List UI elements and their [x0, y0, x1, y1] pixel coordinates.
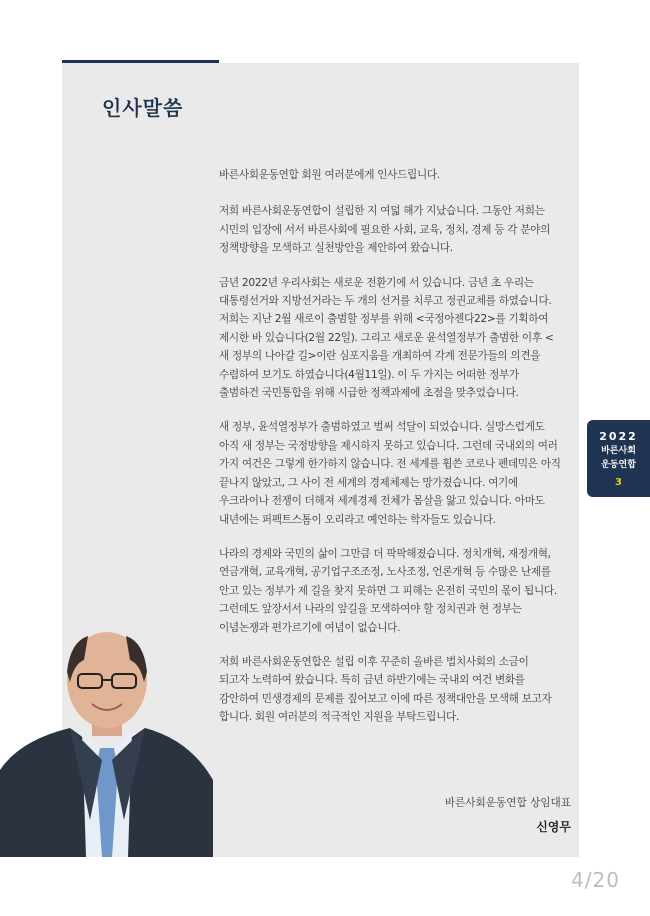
page-indicator: 4/20 [571, 868, 620, 892]
signature-name: 신영무 [536, 820, 571, 834]
signature-block [445, 795, 571, 835]
paragraph-1: 저희 바른사회운동연합이 설립한 지 여덟 해가 지났습니다. 그동안 저희는 시민의 입장에 서서 바른사회에 필요한 사회, 교육, 정치, 경제 등 각 분야의 정책방향을 모색하고 실천방안을 제안하여 왔습니다. [219, 205, 551, 255]
paragraph-5: 저희 바른사회운동연합은 설립 이후 꾸준히 올바른 법치사회의 소금이 되고자 노력하여 왔습니다. 특히 금년 하반기에는 국내외 여건 변화를 감안하여 민생경제의 문제를 짚어보고 이에 따른 정책대안을 모색해 보고자 합니다. 회원 여러분의 적극적인 지원을 부탁드립니다. [219, 655, 552, 724]
side-tab-year: 2022 [599, 430, 638, 443]
signature-role: 바른사회운동연합 상임대표 [444, 797, 571, 809]
side-tab-line1: 바른사회 [601, 446, 636, 456]
side-tab-number: 3 [615, 477, 622, 488]
side-tab-line2: 운동연합 [601, 460, 636, 470]
paragraph-3: 새 정부, 윤석열정부가 출범하였고 벌써 석달이 되었습니다. 실망스럽게도 아직 새 정부는 국정방향을 제시하지 못하고 있습니다. 그런데 국내외의 여러 가지 여건은 그렇게 한가하지 않습니다. 전 세계를 휩쓴 코로나 펜데믹은 아직 끝나지 않았고, 그 사이 전 세계의 경제체제는 망가졌습니다. 여기에 우크라이나 전쟁이 더해져 세계경제 전체가 몸살을 앓고 있습니다. 아마도 내년에는 퍼펙트스톰이 오리라고 예언하는 학자들도 있습니다. [219, 421, 561, 526]
letter-body [219, 166, 561, 743]
portrait-photo [0, 620, 215, 857]
page-title: 인사말씀 [102, 96, 184, 120]
paragraph-4: 나라의 경제와 국민의 삶이 그만큼 더 팍팍해졌습니다. 정치개혁, 재정개혁, 연금개혁, 교육개혁, 공기업구조조정, 노사조정, 언론개혁 등 수많은 난제를 안고 있는 정부가 제 길을 찾지 못하면 그 피해는 온전히 국민의 몫이 됩니다. 그런데도 앞장서서 나라의 앞길을 모색하여야 할 정치권과 현 정부는 이념논쟁과 편가르기에 여념이 없습니다. [219, 547, 557, 634]
paragraph-greeting: 바른사회운동연합 회원 여러분에게 인사드립니다. [219, 169, 440, 181]
section-side-tab[interactable] [587, 420, 650, 497]
paragraph-2: 금년 2022년 우리사회는 새로운 전환기에 서 있습니다. 금년 초 우리는 대통령선거와 지방선거라는 두 개의 선거를 치루고 정권교체를 하였습니다. 저희는 지난 2월 새로이 출범할 정부를 위해 <국정아젠다22>를 기획하여 제시한 바 있습니다(2월 22일). 그리고 새로운 윤석열정부가 출범한 이후 <새 정부의 나아갈 길>이란 심포지움을 개최하여 각계 전문가들의 의견을 수렴하여 보기도 하였습니다(4월11일). 이 두 가지는 어떠한 정부가 출범하건 국민통합을 위해 시급한 정책과제에 초점을 맞추었습니다. [219, 276, 554, 400]
